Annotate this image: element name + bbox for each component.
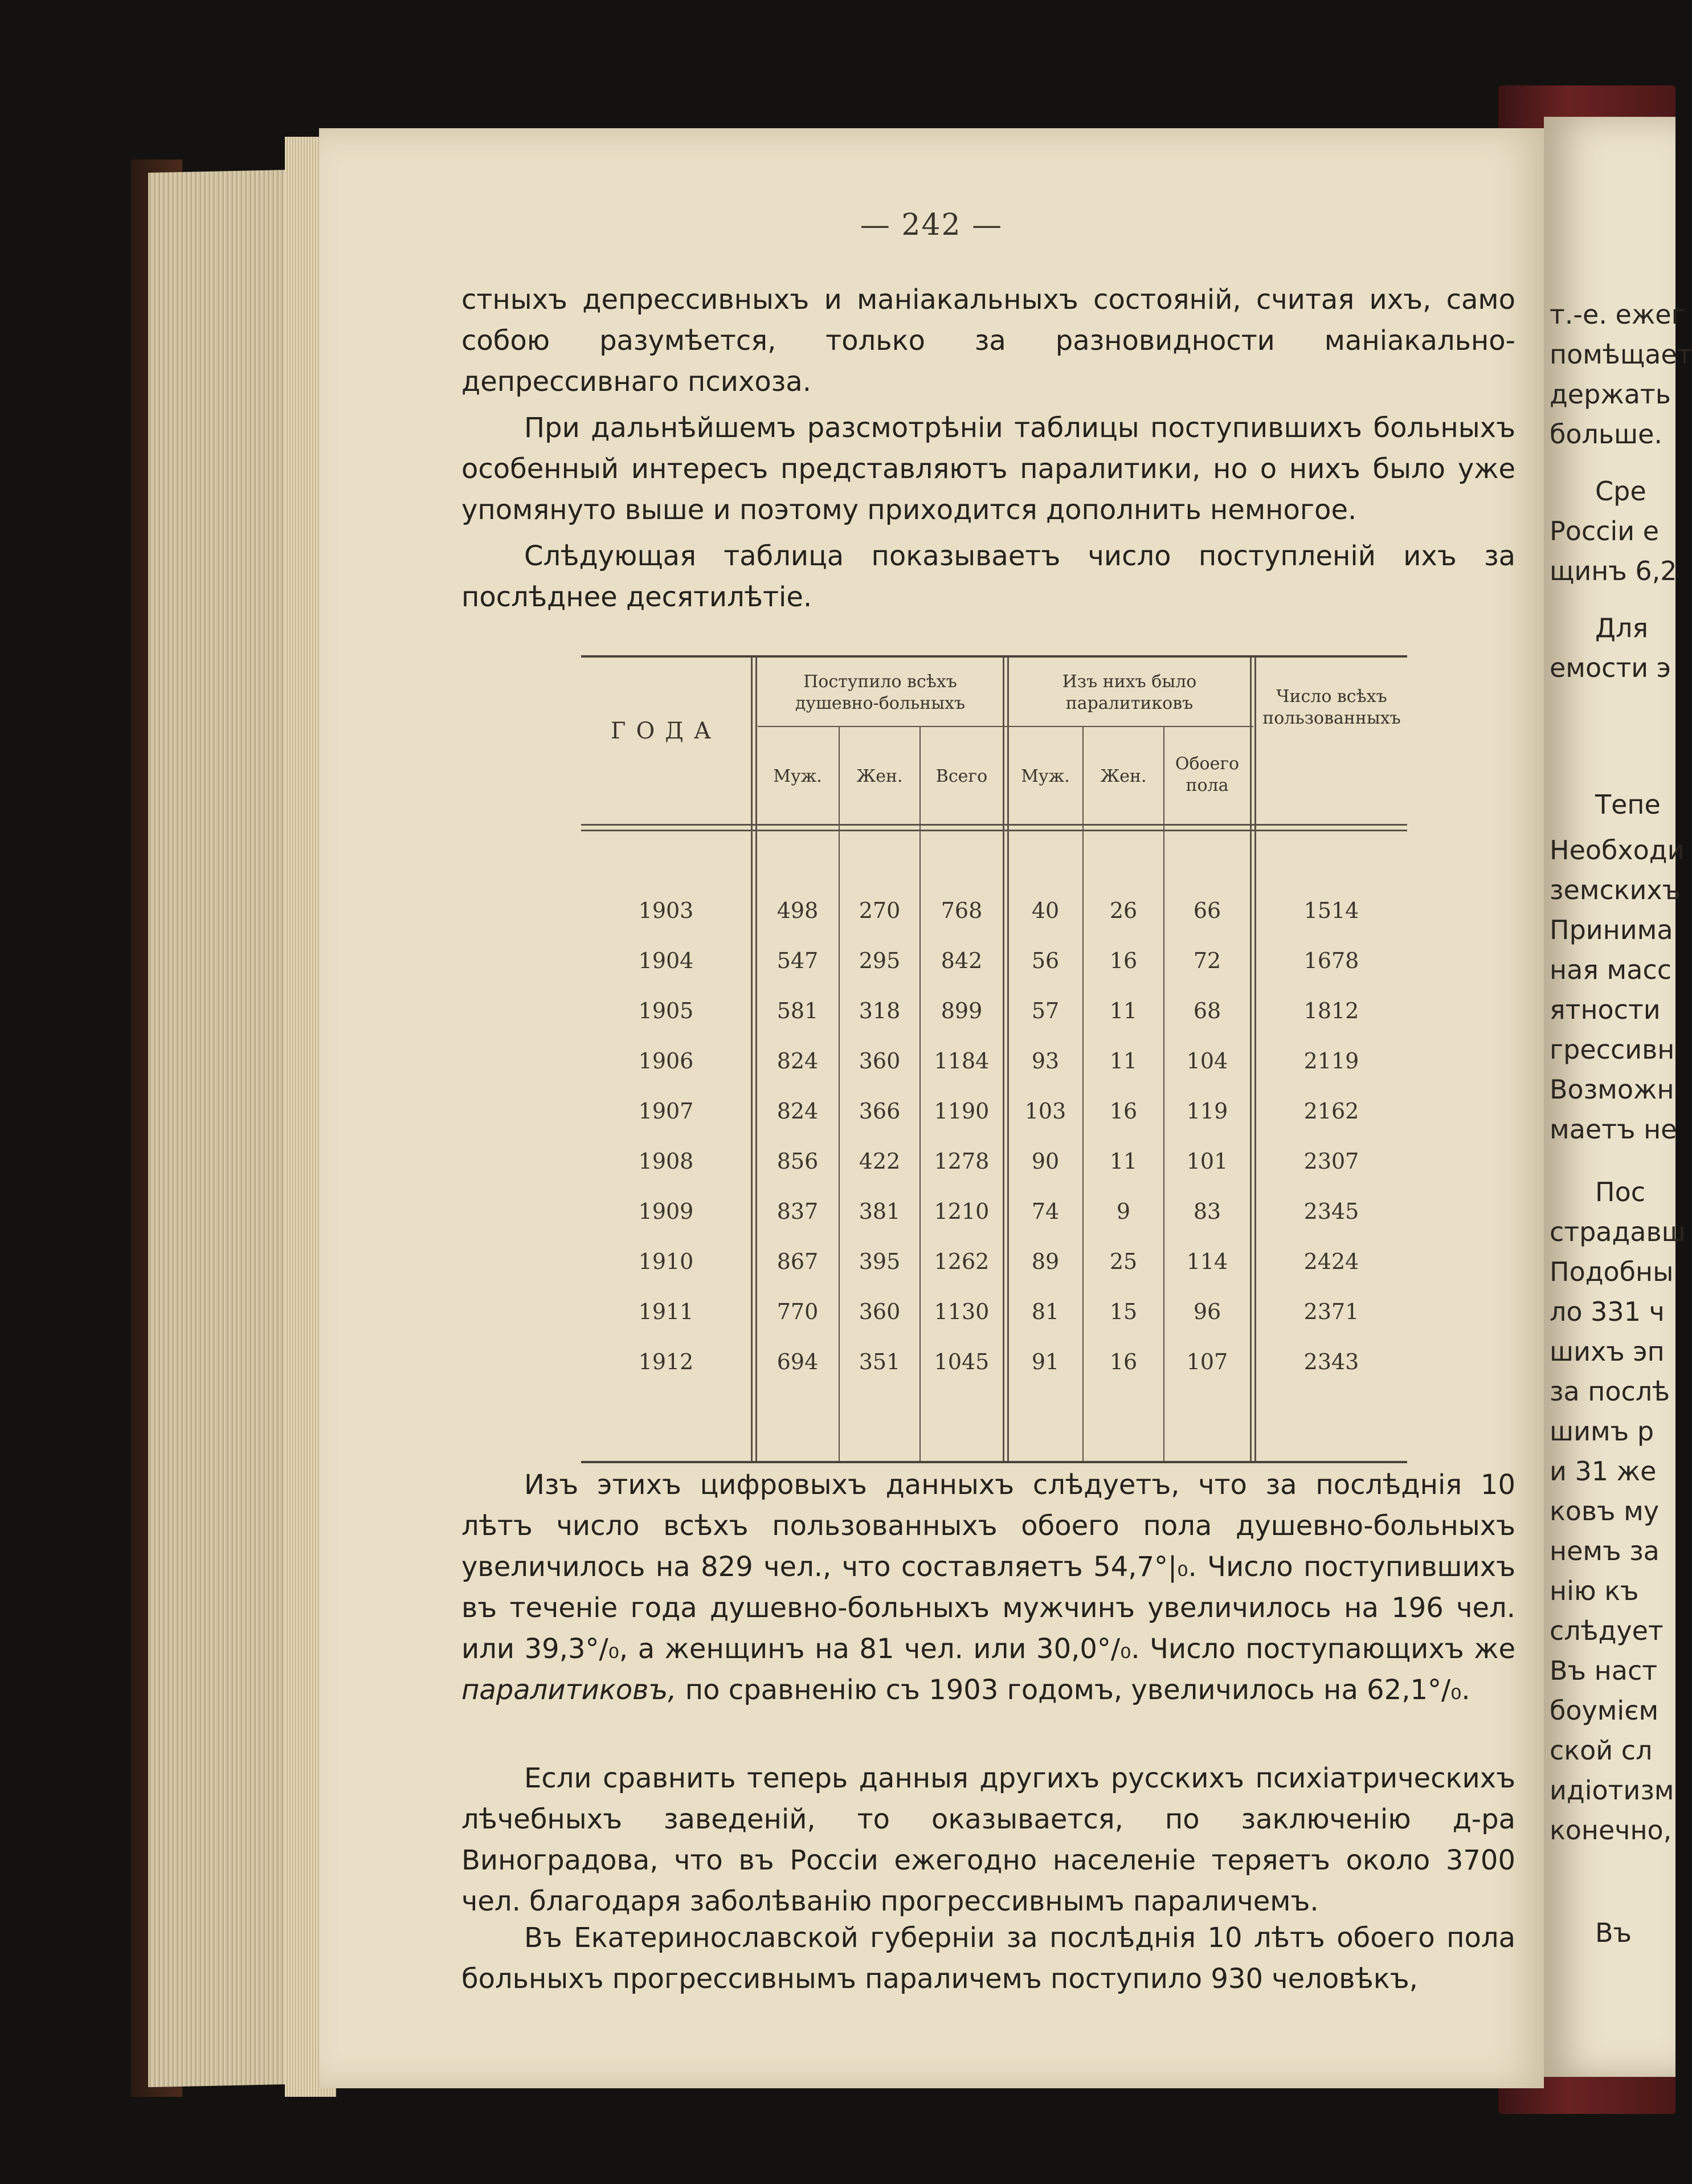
cell-year: 1903 [638,898,694,923]
right-page-text-fragment: т.-е. ежег [1550,299,1685,330]
cell-par-female: 11 [1109,998,1138,1023]
right-page-text-fragment: конечно, [1550,1815,1672,1846]
right-page-text-fragment: Въ [1595,1917,1632,1948]
cell-par-male: 56 [1031,948,1060,973]
right-page-text-fragment: Тепе [1595,789,1661,820]
cell-female: 360 [859,1299,901,1324]
header-total: Всего [935,766,988,786]
header-female-2: Жен. [1100,766,1147,786]
cell-male: 867 [776,1249,819,1274]
table-row [581,1136,1407,1186]
cell-treated: 1812 [1303,998,1359,1023]
right-page-text-fragment: за послѣ [1550,1376,1670,1407]
right-page-text-fragment: Возможн [1550,1074,1674,1105]
cell-female: 395 [859,1249,901,1274]
cell-total: 1130 [934,1299,990,1324]
right-page-text-fragment: ковъ му [1550,1496,1660,1526]
header-male: Муж. [773,766,822,786]
table-row [581,1036,1407,1086]
cell-par-male: 40 [1031,898,1060,923]
right-page-text-fragment: страдавш [1550,1216,1686,1247]
right-page-text-fragment: немъ за [1550,1536,1660,1566]
header-years: ГОДА [610,718,722,744]
right-page-text-fragment: и 31 же [1550,1456,1657,1487]
cell-year: 1909 [638,1199,694,1224]
right-page-text-fragment: Принима [1550,915,1673,945]
paragraph-4 [461,1464,1515,1711]
cell-par-both: 72 [1193,948,1221,973]
cell-male: 837 [776,1199,819,1224]
right-page-text-fragment: ло 331 ч [1550,1296,1665,1327]
header-both-sexes: Обоего пола [1175,754,1240,795]
cell-par-female: 16 [1109,1349,1138,1374]
cell-par-both: 107 [1186,1349,1228,1374]
table-row [581,986,1407,1036]
cell-male: 498 [776,898,819,923]
paragraph-2: При дальнѣйшемъ разсмотрѣніи таблицы поступившихъ больныхъ особенный интересъ представляютъ паралитики, но о нихъ было уже упомянуто выше и поэтому приходится дополнить немногое. [461,412,1515,526]
right-page-text-fragment: ятности [1550,994,1661,1025]
left-page [319,128,1544,2088]
cell-treated: 1514 [1303,898,1359,923]
cell-treated: 2424 [1303,1249,1359,1274]
right-page-text-fragment: нію къ [1550,1575,1639,1606]
header-total-treated: Число всѣхъ пользованныхъ [1262,687,1401,728]
cell-total: 1210 [934,1199,990,1224]
cell-female: 351 [859,1349,901,1374]
right-page-text-fragment: ской сл [1550,1735,1653,1766]
right-page-text-fragment: грессивн [1550,1034,1675,1065]
table-row [581,936,1407,986]
right-page-text-fragment: идіотизм [1550,1775,1674,1806]
paragraph-4-end: по сравненію съ 1903 годомъ, увеличилось на 62,1°/₀. [676,1674,1470,1706]
table-row [581,1186,1407,1236]
cell-year: 1904 [638,948,694,973]
cell-treated: 2345 [1303,1199,1359,1224]
cell-male: 770 [776,1299,819,1324]
right-page-text-fragment: Для [1595,613,1649,643]
cell-total: 1184 [934,1048,990,1073]
right-page-text-fragment: Сре [1595,476,1646,507]
cell-par-both: 119 [1186,1099,1228,1124]
cell-male: 824 [776,1099,819,1124]
cell-par-male: 91 [1031,1349,1060,1374]
cell-male: 856 [776,1149,819,1174]
right-page-text-fragment: шимъ р [1550,1416,1654,1447]
header-rule [581,824,1407,826]
cell-year: 1908 [638,1149,694,1174]
cell-par-male: 81 [1031,1299,1060,1324]
cell-par-both: 66 [1193,898,1221,923]
paragraph-6: Въ Екатеринославской губерніи за послѣднія 10 лѣтъ обоего пола больныхъ прогрессивнымъ параличемъ поступило 930 человѣкъ, [461,1922,1515,1995]
right-page-text-fragment: емости э [1550,652,1671,683]
header-rule-2 [581,830,1407,831]
cell-par-both: 96 [1193,1299,1221,1324]
right-page-text-fragment: ная масс [1550,954,1672,985]
right-page-text-fragment: слѣдует [1550,1615,1664,1646]
cell-year: 1905 [638,998,694,1023]
right-page-text-fragment: Необходи [1550,835,1685,866]
right-page-text-fragment: держать [1550,379,1671,410]
cell-par-male: 89 [1031,1249,1060,1274]
cell-par-both: 114 [1186,1249,1228,1274]
table-row [581,1287,1407,1337]
paragraph-3: Слѣдующая таблица показываетъ число поступленій ихъ за послѣднее десятилѣтіе. [461,540,1515,613]
cell-year: 1906 [638,1048,694,1073]
cell-female: 381 [859,1199,901,1224]
right-page-text-fragment: Подобны [1550,1256,1674,1287]
header-female: Жен. [856,766,903,786]
cell-female: 318 [859,998,901,1023]
cell-par-male: 57 [1031,998,1060,1023]
cell-par-both: 83 [1193,1199,1221,1224]
cell-year: 1911 [638,1299,694,1324]
cell-par-both: 101 [1186,1149,1228,1174]
cell-par-female: 26 [1109,898,1138,923]
right-page [1544,117,1692,2077]
statistics-table [581,655,1407,1463]
header-admitted: Поступило всѣхъ душевно-больныхъ [795,672,966,713]
paragraph-4-text: Изъ этихъ цифровыхъ данныхъ слѣдуетъ, что за послѣднія 10 лѣтъ число всѣхъ пользованныхъ обоего пола душевно-больныхъ увеличилось на 829 чел., что составляетъ 54,7°|₀. Число поступившихъ въ теченіе года душевно-больныхъ мужчинъ увеличилось на 196 чел. или 39,3°/₀, а женщинъ на 81 чел. или 30,0°/₀. Число поступающихъ же [461,1469,1515,1665]
cell-par-male: 103 [1024,1099,1066,1124]
cell-treated: 1678 [1303,948,1359,973]
right-page-text-fragment: щинъ 6,2 [1550,556,1677,586]
header-male-2: Муж. [1021,766,1070,786]
cell-total: 899 [941,998,983,1023]
header-paralytics: Изъ нихъ было паралитиковъ [1062,672,1197,713]
paragraph-4-italic: паралитиковъ, [461,1674,677,1706]
cell-treated: 2371 [1303,1299,1359,1324]
cell-year: 1910 [638,1249,694,1274]
cell-total: 842 [941,948,983,973]
right-page-text-fragment: больше. [1550,419,1663,450]
page-number: — 242 — [860,208,1003,242]
cell-total: 1262 [934,1249,990,1274]
cell-par-female: 16 [1109,1099,1138,1124]
cell-par-female: 16 [1109,948,1138,973]
cell-male: 581 [776,998,819,1023]
cell-par-male: 74 [1031,1199,1060,1224]
cell-male: 824 [776,1048,819,1073]
cell-total: 1278 [934,1149,990,1174]
right-page-text-fragment: Россіи е [1550,516,1660,546]
cell-treated: 2343 [1303,1349,1359,1374]
right-page-text-fragment: Пос [1595,1177,1646,1207]
cell-total: 1045 [934,1349,990,1374]
cell-par-female: 25 [1109,1249,1138,1274]
cell-treated: 2119 [1303,1048,1359,1073]
table-row [581,1236,1407,1287]
cell-treated: 2307 [1303,1149,1359,1174]
cell-male: 547 [776,948,819,973]
right-page-text-fragment: помѣщает [1550,339,1692,370]
right-page-text-fragment: шихъ эп [1550,1336,1665,1367]
cell-female: 422 [859,1149,901,1174]
cell-par-female: 9 [1116,1199,1131,1224]
cell-male: 694 [776,1349,819,1374]
cell-par-female: 11 [1109,1149,1138,1174]
right-page-text-fragment: маетъ не [1550,1114,1677,1145]
right-page-text-fragment: боумієм [1550,1695,1659,1726]
paragraph-5: Если сравнить теперь данныя другихъ русскихъ психіатрическихъ лѣчебныхъ заведеній, то оказывается, по заключенію д-ра Виноградова, что въ Россіи ежегодно населеніе теряетъ около 3700 чел. благодаря заболѣванію прогрессивнымъ параличемъ. [461,1762,1515,1917]
cell-total: 768 [941,898,983,923]
right-page-text-fragment: Въ наст [1550,1655,1658,1686]
cell-treated: 2162 [1303,1099,1359,1124]
table-row [581,885,1407,936]
cell-female: 360 [859,1048,901,1073]
paragraph-1: стныхъ депрессивныхъ и маніакальныхъ состояній, считая ихъ, само собою разумѣется, только за разновидности маніакально-депрессивнаго психоза. [461,284,1515,398]
cell-par-both: 104 [1186,1048,1228,1073]
cell-year: 1907 [638,1099,694,1124]
table-row [581,1337,1407,1387]
cell-par-female: 11 [1109,1048,1138,1073]
cell-female: 270 [859,898,901,923]
cell-total: 1190 [934,1099,990,1124]
cell-female: 366 [859,1099,901,1124]
cell-par-male: 90 [1031,1149,1060,1174]
cell-year: 1912 [638,1349,694,1374]
right-page-text-fragment: земскихъ [1550,875,1681,905]
cell-par-male: 93 [1031,1048,1060,1073]
cell-female: 295 [859,948,901,973]
cell-par-both: 68 [1193,998,1221,1023]
group-rule [758,726,1253,727]
table-row [581,1086,1407,1136]
cell-par-female: 15 [1109,1299,1138,1324]
